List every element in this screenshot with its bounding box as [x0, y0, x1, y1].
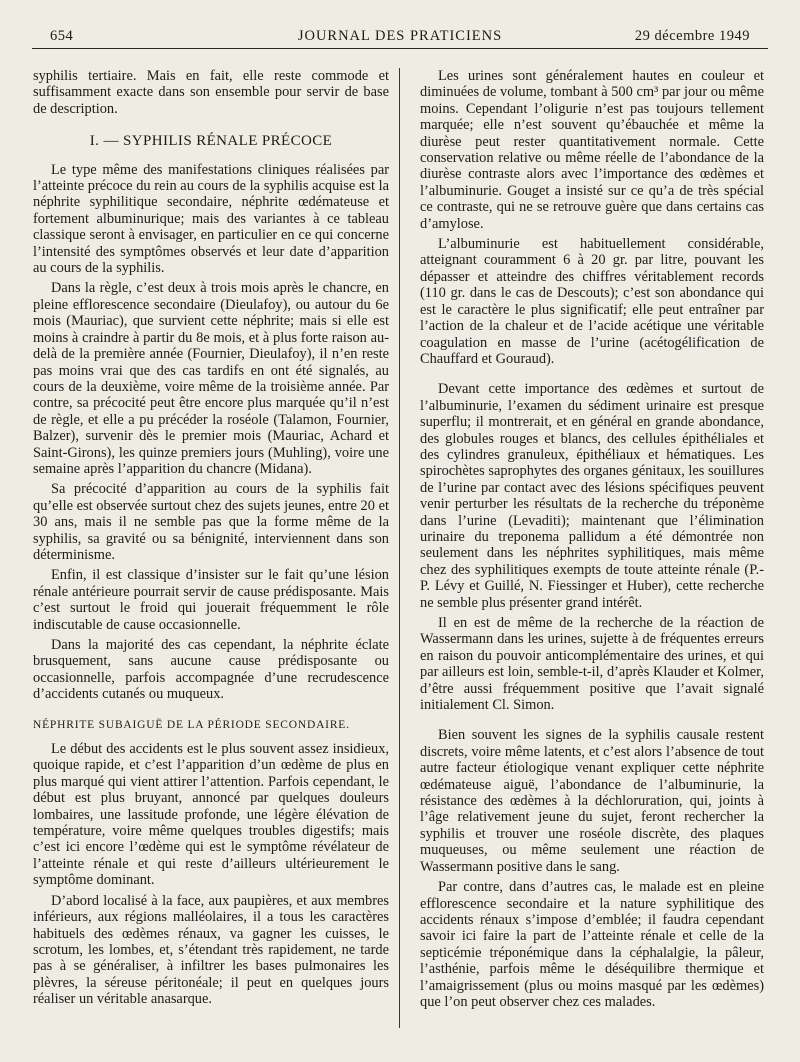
paragraph: L’albuminurie est habituellement considérable, atteignant couramment 6 à 20 gr. par litre, pouvant les dépasser et atteindre des chiffres véritablement records (110 gr. dans le cas de Descouts); c’est son abondance qui est le caractère le plus significatif; elle peut entraîner par l’action de la chaleur et de l’acide acétique une véritable coagulation en masse de l’urine (acétogélification de Chauffard et Gouraud). — [420, 236, 764, 367]
header-rule — [32, 48, 768, 49]
paragraph: Le début des accidents est le plus souvent assez insidieux, quoique rapide, et c’est l’apparition d’un œdème de plus en plus marqué qui vient attirer l’attention. Parfois cependant, le début est plus bruyant, annoncé par quelques douleurs lombaires, une lassitude profonde, une légère élévation de température, voire même quelques troubles digestifs; mais c’est ici encore l’œdème qui est le symptôme révélateur de l’atteinte rénale et qui reste d’ailleurs ultérieurement le symptôme dominant. — [33, 741, 389, 889]
paragraph: Enfin, il est classique d’insister sur le fait qu’une lésion rénale antérieure pourrait servir de cause prédisposante. Mais c’est surtout le froid qui jouerait fréquemment le rôle indiscutable de cause occasionnelle. — [33, 567, 389, 633]
paragraph: Dans la règle, c’est deux à trois mois après le chancre, en pleine efflorescence secondaire (Dieulafoy), ou autour du 6e mois (Mauriac), que survient cette néphrite; mais si elle est moins à craindre à partir du 8e mois, et à plus forte raison au-delà de la première année (Fournier, Dieulafoy), il n’en reste pas moins vrai que des cas tardifs en ont été signalés, au cours de la deuxième, voire même de la troisième année. Par contre, sa précocité peut être encore plus marquée qu’il n’est de règle, et elle a pu précéder la roséole (Talamon, Fournier, Balzer), survenir dès le premier mois (Mauriac, Achard et Saint-Girons), les quinze premiers jours (Muhling), voire une semaine après l’apparition du chancre (Midana). — [33, 280, 389, 477]
paragraph: Bien souvent les signes de la syphilis causale restent discrets, voire même latents, et c’est alors l’absence de tout autre facteur étiologique venant expliquer cette néphrite œdémateuse aiguë, l’abondance de l’albuminurie, la résistance des œdèmes à la déchloruration, qui, joints à l’âge relativement jeune du sujet, feront rechercher la syphilis et trouver une roséole discrète, des plaques muqueuses, ou même seulement une réaction de Wassermann positive dans le sang. — [420, 727, 764, 875]
journal-title: JOURNAL DES PRATICIENS — [297, 28, 503, 44]
subsection-heading: NÉPHRITE SUBAIGUË DE LA PÉRIODE SECONDAIRE. — [33, 718, 350, 731]
column-divider — [399, 68, 400, 1028]
left-column — [33, 68, 389, 1012]
paragraph: Les urines sont généralement hautes en couleur et diminuées de volume, tombant à 500 cm³ par jour ou même moins. Cependant l’oligurie n’est pas toujours tellement marquée; elle n’est souvent qu’ébauchée et même la diurèse peut rester quantitativement normale. Cette conservation relative ou même réelle de l’abondance de la diurèse contraste alors avec l’importance des œdèmes et l’albuminurie. Gouget a insisté sur ce qu’a de très spécial ce contraste, qui ne se retrouve guère que dans certains cas d’amylose. — [420, 68, 764, 232]
paragraph: Il en est de même de la recherche de la réaction de Wassermann dans les urines, sujette à de fréquentes erreurs en raison du pouvoir anticomplémentaire des urines, et qui par ailleurs est loin, semble-t-il, d’après Klauder et Kolmer, d’être aussi fréquemment positive que l’avait signalé initialement Cl. Simon. — [420, 615, 764, 714]
paragraph: Par contre, dans d’autres cas, le malade est en pleine efflorescence secondaire et la nature syphilitique des accidents rénaux s’impose d’emblée; il faudra cependant savoir ici faire la part de l’atteinte rénale et celle de la septicémie tréponémique dans la céphalalgie, la pâleur, l’asthénie, parfois même le déséquilibre thermique et l’amaigrissement (plus ou moins masqué par les œdèmes) que l’on peut observer chez ces malades. — [420, 879, 764, 1010]
paragraph: Devant cette importance des œdèmes et surtout de l’albuminurie, l’examen du sédiment urinaire est presque superflu; il montrerait, et en général en grande abondance, des globules rouges et blancs, des cellules épithéliales et des cylindres granuleux, épithéliaux et hématiques. Les spirochètes saprophytes des organes génitaux, les souillures de l’urine par contact avec des lésions spécifiques peuvent venir perturber les résultats de la recherche du tréponème dans l’urine (Levaditi); maintenant que l’élimination urinaire du treponema pallidum a été démontrée non seulement dans les néphrites syphilitiques, mais même chez des syphilitiques exempts de toute atteinte rénale (P.-P. Lévy et Guillé, N. Fiessinger et Huber), cette recherche ne semble plus présenter grand intérêt. — [420, 381, 764, 611]
right-column — [420, 68, 764, 1014]
section-title: I. — SYPHILIS RÉNALE PRÉCOCE — [89, 133, 333, 150]
page-number: 654 — [50, 28, 74, 44]
issue-date: 29 décembre 1949 — [634, 28, 750, 44]
paragraph: Le type même des manifestations cliniques réalisées par l’atteinte précoce du rein au cours de la syphilis acquise est la néphrite syphilitique secondaire, néphrite œdémateuse et fortement albuminurique; mais des variantes à ce tableau classique seront à envisager, en particulier en ce qui concerne l’intensité des symptômes observés et leur date d’apparition au cours de la syphilis. — [33, 161, 389, 277]
page-header — [32, 28, 768, 50]
paragraph: Sa précocité d’apparition au cours de la syphilis fait qu’elle est observée surtout chez des sujets jeunes, entre 20 et 30 ans, mais il ne semble pas que la forme même de la syphilis, sa gravité ou sa bénignité, interviennent dans son déterminisme. — [33, 481, 389, 563]
paragraph: D’abord localisé à la face, aux paupières, et aux membres inférieurs, aux régions malléolaires, il a tous les caractères habituels des œdèmes rénaux, va gagner les cuisses, le scrotum, les lombes, et, s’étendant très rapidement, ne tarde pas à se généraliser, à infiltrer les bases pulmonaires les plèvres, la séreuse péritonéale; il peut en quelques jours réaliser un véritable anasarque. — [33, 892, 389, 1008]
paragraph-continuation: syphilis tertiaire. Mais en fait, elle reste commode et suffisamment exacte dans son ensemble pour servir de base de description. — [33, 68, 389, 117]
paragraph: Dans la majorité des cas cependant, la néphrite éclate brusquement, sans aucune cause prédisposante ou occasionnelle, parfois accompagnée d’une recrudescence d’accidents cutanés ou muqueux. — [33, 637, 389, 703]
